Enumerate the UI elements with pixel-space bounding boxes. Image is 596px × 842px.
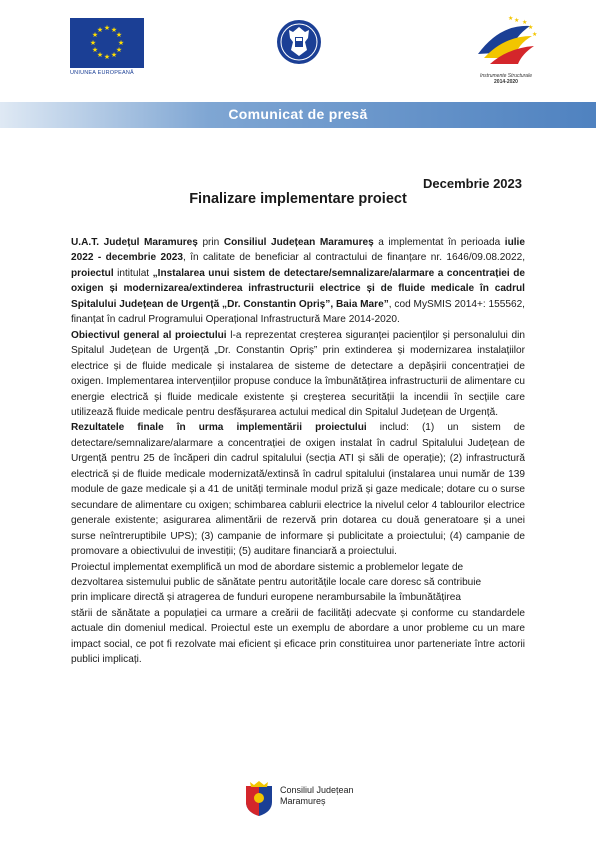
government-crest-icon [275,18,323,68]
eu-logo [70,18,144,80]
beneficiary-name: U.A.T. Județul Maramureș [71,237,198,248]
svg-text:★: ★ [522,19,528,26]
text-span: , în calitate de beneficiar al contractului de finanțare nr. 1646/09.08.2022, [182,252,525,264]
press-release-title: Comunicat de presă [228,106,368,122]
structural-instruments-text: Instrumente Structurale [480,73,532,79]
county-council-line1: Consiliul Județean [280,785,354,795]
structural-instruments-caption [472,73,540,85]
document-title: Finalizare implementare proiect [189,191,407,207]
document-date: Decembrie 2023 [422,176,522,191]
text-span: includ: (1) un sistem de detectare/semnalizare/alarmare a concentrației de oxigen instalat în cadrul Spitalului Județean de Urgență pentru 25 de încăperi din cadrul spitalului (secția ATI și săli de operație); (2) infrastructură electrică și de fluide medicale modernizată/extinsă în cadrul spitalului (instalarea unui număr de 139 module de gaze medicale și a 41 de unități terminale modul priză și gaze medicale; dotare cu o surse secundare de alimentare cu oxigen; schimbarea cablurii electrice la nivelul celor 4 tablourilor electrice generale existente; asigurarea alimentării de rezervă prin dotarea cu două generatoare și a unei surse neîntreruptibile UPS); (3) campanie de informare și publicitate a proiectului; (4) campanie de promovare a obiectivului de investiții; (5) auditare financiară a proiectului. [71,422,526,558]
council-name: Consiliul Județean Maramureș [223,237,374,248]
svg-text:★: ★ [96,51,104,59]
paragraph-results [71,420,525,559]
paragraph-objective [71,328,525,421]
text-span: intitulat [113,267,153,279]
svg-text:★: ★ [89,39,97,47]
text-span: prin [197,237,224,248]
objective-heading: Obiectivul general al proiectului [71,329,227,341]
svg-text:★: ★ [110,26,118,34]
results-heading: Rezultatele finale în urma implementării proiectului [71,422,367,434]
text-span: l-a reprezentat creșterea siguranței pacienților și personalului din Spitalul Județean de Urgență „Dr. Constantin Opriș” prin extinderea și modernizarea instalațiilor electrice și de fluide medicale și instalarea de sisteme de detectare a depășirii concentrației de oxigen. Implementarea intervențiilor propuse conduce la îmbunătățirea infrastructurii de alimentare cu energie electrică și fluide medicale existente și creșterea securității la incendii în secțiile care utilizează fluide medicale pentru desfășurarea actului medical din Spitalul Județean de Urgență. [71,329,525,418]
paragraph-conclusion-l3: prin implicare directă și atragerea de funduri europene nerambursabile la îmbunătățirea [71,592,461,604]
svg-text:★: ★ [514,17,520,24]
eu-caption: UNIUNEA EUROPEANĂ [70,70,134,76]
document-body [71,235,525,668]
paragraph-conclusion-l1: Proiectul implementat exemplifică un mod de abordare sistemic a problemelor legate de [71,561,464,573]
paragraph-conclusion-l2: dezvoltarea sistemului public de sănătate pentru autoritățile locale care doresc să contribuie [71,576,482,588]
svg-text:★: ★ [96,26,104,34]
structural-instruments-years: 2014-2020 [494,79,518,85]
svg-text:★: ★ [532,31,538,38]
svg-text:★: ★ [103,24,111,32]
project-title: „Instalarea unui sistem de detectare/semnalizare/alarmare a concentrației de oxigen și modernizarea/extinderea infrastructurii electrice și de fluide medicale în cadrul Spitalului Județean de Urgență „Dr. Constantin Opriș”, Baia Mare” [71,267,526,310]
eu-flag-icon [70,18,144,68]
text-span: a implementat în perioada [373,237,505,248]
svg-text:★: ★ [103,53,111,61]
county-council-line2: Maramureș [280,796,326,806]
paragraph-intro [71,235,525,328]
svg-text:★: ★ [528,24,534,31]
paragraph-conclusion-rest: stării de sănătate a populației ca urmare a creării de facilități adecvate și conforme cu standardele actuale din domeniul medical. Proiectul este un exemplu de abordare a unor probleme cu un mare impact social, ce pot fi rezolvate mai eficient și eficace prin constituirea unor parteneriate între actorii publici implicați. [71,607,525,666]
svg-text:★: ★ [508,15,514,22]
svg-text:★: ★ [115,31,123,39]
county-council-name [280,785,354,807]
implementation-period: iulie 2022 - decembrie 2023 [71,237,525,264]
text-span: , cod MySMIS 2014+: 155562, finanțat în cadrul Programului Operațional Infrastructură Mare 2014-2020. [71,298,525,326]
svg-text:★: ★ [91,31,99,39]
svg-text:★: ★ [91,46,99,54]
svg-text:★: ★ [110,51,118,59]
county-council-logo [244,780,374,820]
project-word: proiectul [71,267,114,279]
county-coat-of-arms-icon [244,780,274,818]
svg-text:★: ★ [115,46,123,54]
svg-text:★: ★ [117,39,125,47]
